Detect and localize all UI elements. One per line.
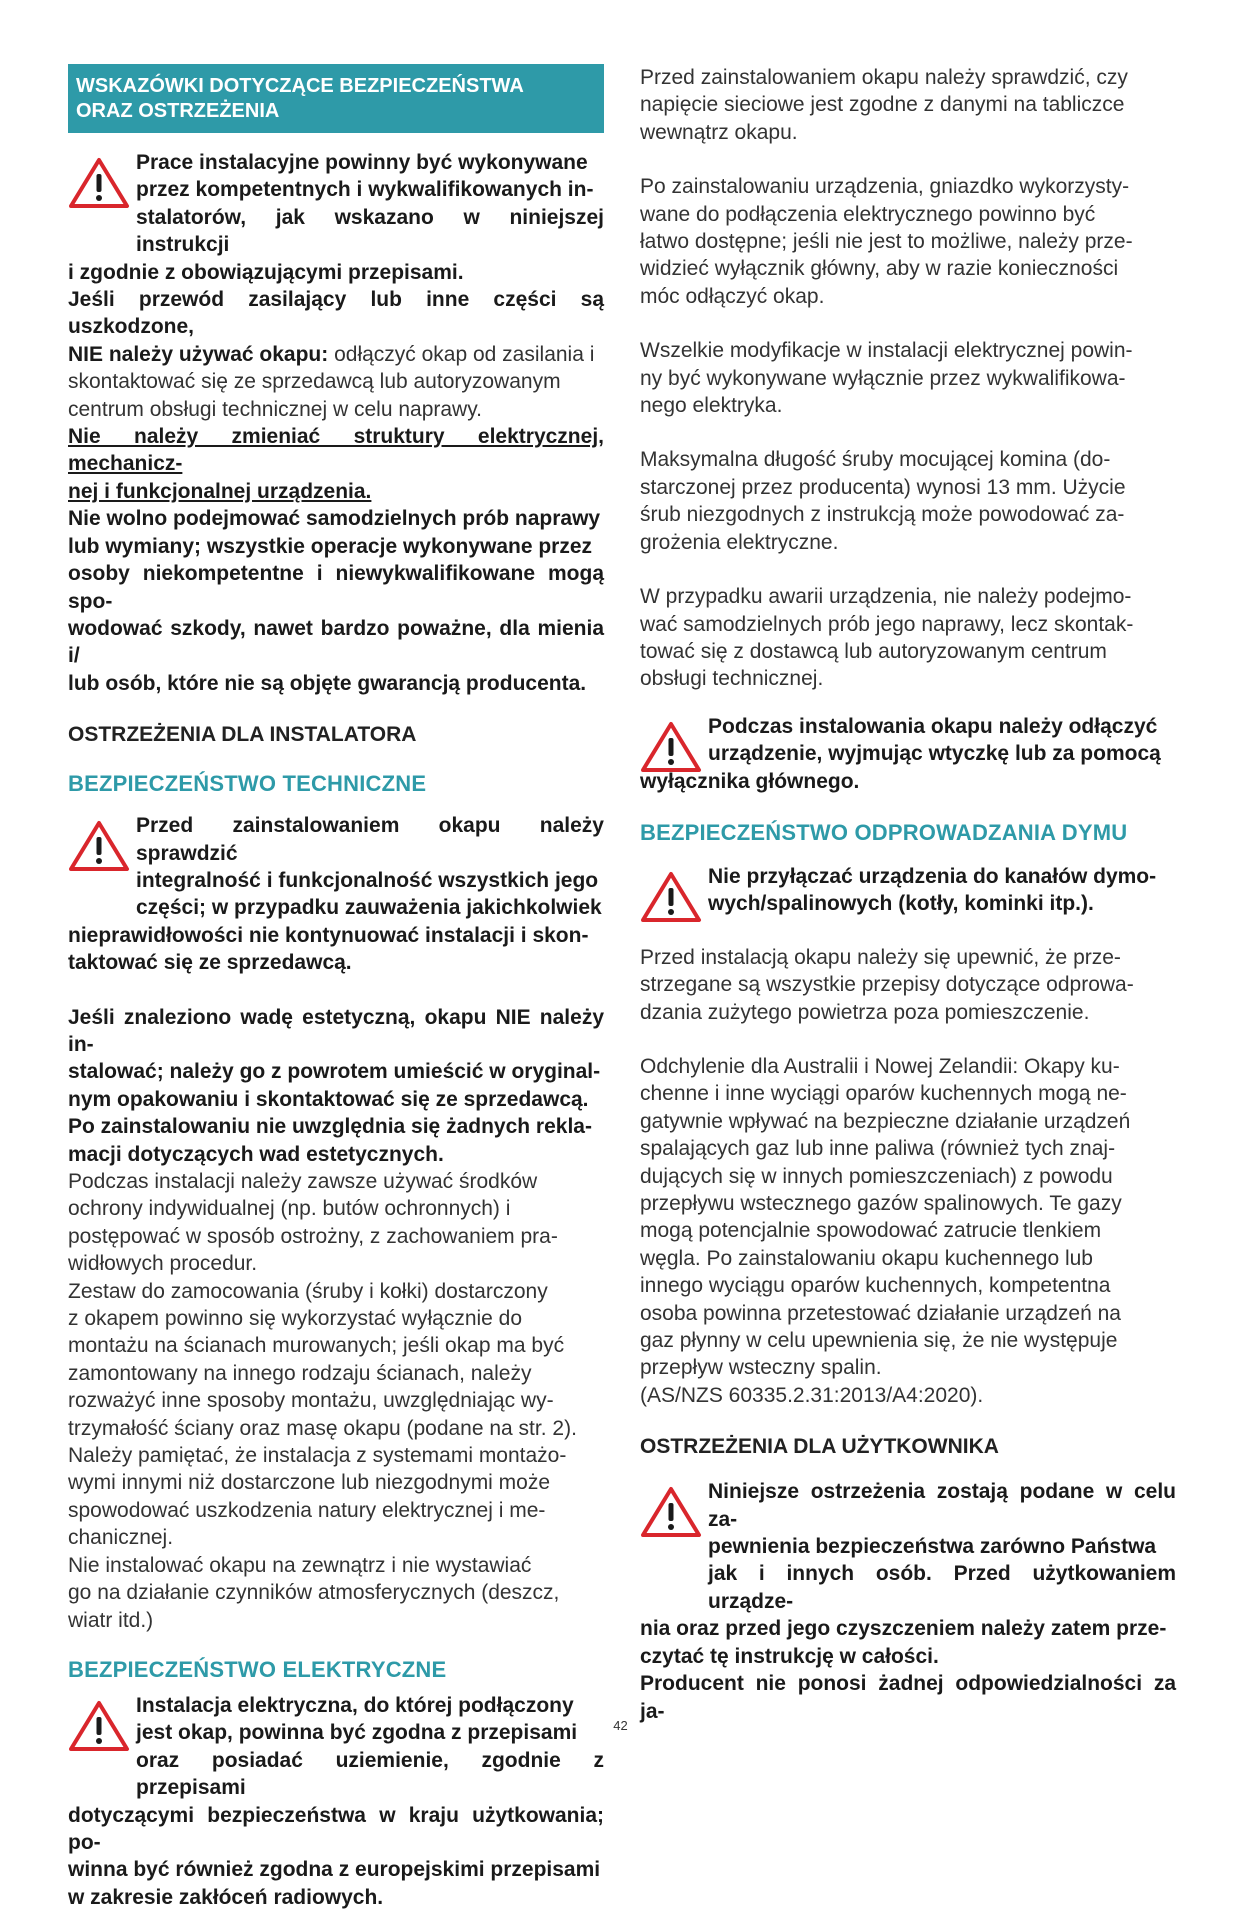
warning-text-line: stalatorów, jak wskazano w niniejszej instrukcji: [136, 205, 604, 257]
warning-text-line: taktować się ze sprzedawcą.: [68, 951, 352, 975]
text-line: spowodować uszkodzenia natury elektrycznej i me-: [68, 1498, 546, 1522]
text-line: montażu na ścianach murowanych; jeśli okap ma być: [68, 1334, 565, 1358]
warning-text-line: Producent nie ponosi żadnej odpowiedzialności za ja-: [640, 1672, 1176, 1723]
text-bold-span: NIE należy używać okapu:: [68, 342, 329, 366]
text-line: osoby niekompetentne i niewykwalifikowane mogą spo-: [68, 562, 604, 613]
text-line: wać samodzielnych prób jego naprawy, lecz skontak-: [640, 612, 1134, 636]
text-line: Maksymalna długość śruby mocującej komina (do-: [640, 448, 1111, 472]
warning-text-line: wyłącznika głównego.: [640, 769, 860, 793]
text-line: śrub niezgodnych z instrukcją może powodować za-: [640, 503, 1125, 527]
text-line: nego elektryka.: [640, 394, 783, 418]
text-line: napięcie sieciowe jest zgodne z danymi na tabliczce: [640, 93, 1125, 117]
warning-text-line: dotyczącymi bezpieczeństwa w kraju użytkowania; po-: [68, 1803, 604, 1854]
warning-text-line: wych/spalinowych (kotły, kominki itp.).: [708, 892, 1094, 916]
text-line: postępować w sposób ostrożny, z zachowaniem pra-: [68, 1224, 558, 1248]
heading-electrical-safety: BEZPIECZEŃSTWO ELEKTRYCZNE: [68, 1656, 447, 1682]
text-line: (AS/NZS 60335.2.31:2013/A4:2020).: [640, 1383, 984, 1407]
text-line: wane do podłączenia elektrycznego powinno być: [640, 202, 1096, 226]
text-line: trzymałość ściany oraz masę okapu (podane na str. 2).: [68, 1416, 577, 1440]
text-line: tować się z dostawcą lub autoryzowanym centrum: [640, 639, 1107, 663]
text-line: go na działanie czynników atmosferycznych (deszcz,: [68, 1581, 560, 1605]
warning-block-flue: [640, 863, 1176, 918]
text-line: gaz płynny w celu upewnienia się, że nie występuje: [640, 1329, 1118, 1353]
warning-text-line: Prace instalacyjne powinny być wykonywane: [136, 151, 588, 174]
text-line: i zgodnie z obowiązującymi przepisami.: [68, 260, 464, 284]
text-line: widłowych procedur.: [68, 1252, 258, 1276]
warning-text-line: jak i innych osób. Przed użytkowaniem urządze-: [708, 1562, 1176, 1613]
section-header-safety: [68, 64, 604, 133]
text-line: Przed zainstalowaniem okapu należy sprawdzić, czy: [640, 66, 1128, 89]
heading-smoke-safety: BEZPIECZEŃSTWO ODPROWADZANIA DYMU: [640, 819, 1128, 845]
warning-text-line: winna być również zgodna z europejskimi przepisami: [68, 1858, 601, 1882]
text-line: innego wyciągu oparów kuchennych, kompetentna: [640, 1274, 1111, 1298]
warning-text-line: integralność i funkcjonalność wszystkich jego: [136, 868, 599, 892]
page-number: 42: [613, 1718, 628, 1733]
warning-text-line: Nie przyłączać urządzenia do kanałów dymo-: [708, 864, 1157, 888]
warning-triangle-icon: [68, 157, 130, 209]
text-line: Nie instalować okapu na zewnątrz i nie wystawiać: [68, 1553, 532, 1577]
warning-text-line: nia oraz przed jego czyszczeniem należy zatem prze-: [640, 1617, 1167, 1641]
text-line: Odchylenie dla Australii i Nowej Zelandii: Okapy ku-: [640, 1054, 1120, 1078]
text-line: chanicznej.: [68, 1526, 174, 1550]
text-line: wodować szkody, nawet bardzo poważne, dla mienia i/: [68, 616, 604, 668]
text-line: ochrony indywidualnej (np. butów ochronnych) i: [68, 1197, 511, 1221]
text-line: mogą potencjalnie spowodować zatrucie tlenkiem: [640, 1219, 1102, 1243]
text-line: Wszelkie modyfikacje w instalacji elektrycznej powin-: [640, 339, 1133, 363]
text-line: z okapem powinno się wykorzystać wyłącznie do: [68, 1307, 523, 1331]
text-line: nym opakowaniu i skontaktować się ze sprzedawcą.: [68, 1087, 589, 1111]
heading-technical-safety: BEZPIECZEŃSTWO TECHNICZNE: [68, 771, 427, 797]
heading-installer-warnings: OSTRZEŻENIA DLA INSTALATORA: [68, 723, 417, 747]
underlined-text-line: nej i funkcjonalnej urządzenia.: [68, 479, 372, 503]
header-line: WSKAZÓWKI DOTYCZĄCE BEZPIECZEŃSTWA: [76, 75, 524, 97]
text-line: Należy pamiętać, że instalacja z systemami montażo-: [68, 1444, 567, 1468]
text-line: widzieć wyłącznik główny, aby w razie konieczności: [640, 257, 1119, 281]
text-line: [68, 341, 604, 368]
text-line: móc odłączyć okap.: [640, 284, 825, 308]
warning-block-disconnect: [640, 713, 1176, 768]
warning-triangle-icon: [640, 721, 702, 773]
warning-block-electrical: [68, 1692, 604, 1802]
warning-text-line: Przed zainstalowaniem okapu należy sprawdzić: [136, 814, 604, 865]
warning-text-line: Podczas instalowania okapu należy odłączyć: [708, 714, 1158, 738]
text-line: łatwo dostępne; jeśli nie jest to możliwe, należy prze-: [640, 230, 1133, 254]
text-line: W przypadku awarii urządzenia, nie należy podejmo-: [640, 585, 1132, 609]
warning-text-line: w zakresie zakłóceń radiowych.: [68, 1885, 384, 1909]
text-line: spalających gaz lub inne paliwa (również tych znaj-: [640, 1137, 1116, 1161]
text-line: grożenia elektryczne.: [640, 530, 839, 554]
text-line: lub osób, które nie są objęte gwarancją producenta.: [68, 671, 587, 695]
warning-text-line: urządzenie, wyjmując wtyczkę lub za pomocą: [708, 742, 1161, 766]
text-line: węgla. Po zainstalowaniu okapu kuchennego lub: [640, 1246, 1093, 1270]
warning-block-user: [640, 1478, 1176, 1615]
text-line: ny być wykonywane wyłącznie przez wykwalifikowa-: [640, 366, 1126, 390]
text-line: stalować; należy go z powrotem umieścić w oryginal-: [68, 1060, 601, 1084]
text-line: Nie wolno podejmować samodzielnych prób naprawy: [68, 507, 601, 531]
text-line: osoba powinna przetestować działanie urządzeń na: [640, 1301, 1121, 1325]
text-line: starczonej przez producenta) wynosi 13 mm. Użycie: [640, 475, 1126, 499]
text-line: chenne i inne wyciągi oparów kuchennych mogą ne-: [640, 1082, 1127, 1106]
header-line: ORAZ OSTRZEŻENIA: [76, 100, 280, 122]
warning-text-line: części; w przypadku zauważenia jakichkolwiek: [136, 896, 602, 920]
warning-text-line: pewnienia bezpieczeństwa zarówno Państwa: [708, 1535, 1157, 1559]
warning-block-installers: [68, 149, 604, 259]
text-line: strzegane są wszystkie przepisy dotyczące odprowa-: [640, 973, 1134, 997]
text-line: Po zainstalowaniu nie uwzględnia się żadnych rekla-: [68, 1115, 592, 1139]
text-line: macji dotyczących wad estetycznych.: [68, 1142, 444, 1166]
text-line: wiatr itd.): [68, 1608, 154, 1632]
text-line: lub wymiany; wszystkie operacje wykonywane przez: [68, 534, 593, 558]
text-line: przepływu wstecznego gazów spalinowych. Te gazy: [640, 1192, 1122, 1215]
text-line: wewnątrz okapu.: [640, 120, 798, 144]
underlined-text-line: Nie należy zmieniać struktury elektrycznej, mechanicz-: [68, 425, 604, 476]
warning-text-line: Instalacja elektryczna, do której podłączony: [136, 1693, 574, 1717]
warning-text-line: czytać tę instrukcję w całości.: [640, 1644, 939, 1668]
text-line: wymi innymi niż dostarczone lub niezgodnymi może: [68, 1471, 551, 1495]
text-line: dujących się w innych pomieszczeniach) z powodu: [640, 1164, 1113, 1188]
text-line: Jeśli znaleziono wadę estetyczną, okapu NIE należy in-: [68, 1005, 604, 1056]
right-column: [640, 64, 1176, 1725]
text-line: obsługi technicznej.: [640, 667, 824, 691]
text-line: Jeśli przewód zasilający lub inne części są uszkodzone,: [68, 288, 604, 339]
warning-text-line: jest okap, powinna być zgodna z przepisami: [136, 1721, 578, 1745]
text-line: Zestaw do zamocowania (śruby i kołki) dostarczony: [68, 1279, 548, 1303]
text-line: centrum obsługi technicznej w celu naprawy.: [68, 397, 482, 421]
warning-triangle-icon: [640, 1486, 702, 1538]
text-line: Przed instalacją okapu należy się upewnić, że prze-: [640, 945, 1121, 969]
warning-triangle-icon: [68, 820, 130, 872]
text-line: Podczas instalacji należy zawsze używać środków: [68, 1170, 538, 1193]
heading-user-warnings: OSTRZEŻENIA DLA UŻYTKOWNIKA: [640, 1435, 999, 1459]
text-line: przepływ wsteczny spalin.: [640, 1356, 882, 1380]
warning-text-line: przez kompetentnych i wykwalifikowanych in-: [136, 178, 594, 202]
warning-text-line: nieprawidłowości nie kontynuować instalacji i skon-: [68, 923, 589, 947]
warning-triangle-icon: [640, 871, 702, 923]
text-line: gatywnie wpływać na bezpieczne działanie urządzeń: [640, 1109, 1131, 1133]
left-column: [68, 64, 604, 1911]
text-line: dzania zużytego powietrza poza pomieszczenie.: [640, 1000, 1090, 1024]
text-line: zamontowany na innego rodzaju ścianach, należy: [68, 1361, 532, 1385]
warning-block-technical: [68, 812, 604, 922]
warning-text-line: oraz posiadać uziemienie, zgodnie z przepisami: [136, 1748, 604, 1800]
text-line: Po zainstalowaniu urządzenia, gniazdko wykorzysty-: [640, 175, 1130, 199]
text-line: rozważyć inne sposoby montażu, uwzględniając wy-: [68, 1389, 554, 1413]
warning-text-line: Niniejsze ostrzeżenia zostają podane w celu za-: [708, 1480, 1176, 1531]
text-span: odłączyć okap od zasilania i: [328, 342, 595, 366]
text-line: skontaktować się ze sprzedawcą lub autoryzowanym: [68, 370, 561, 394]
